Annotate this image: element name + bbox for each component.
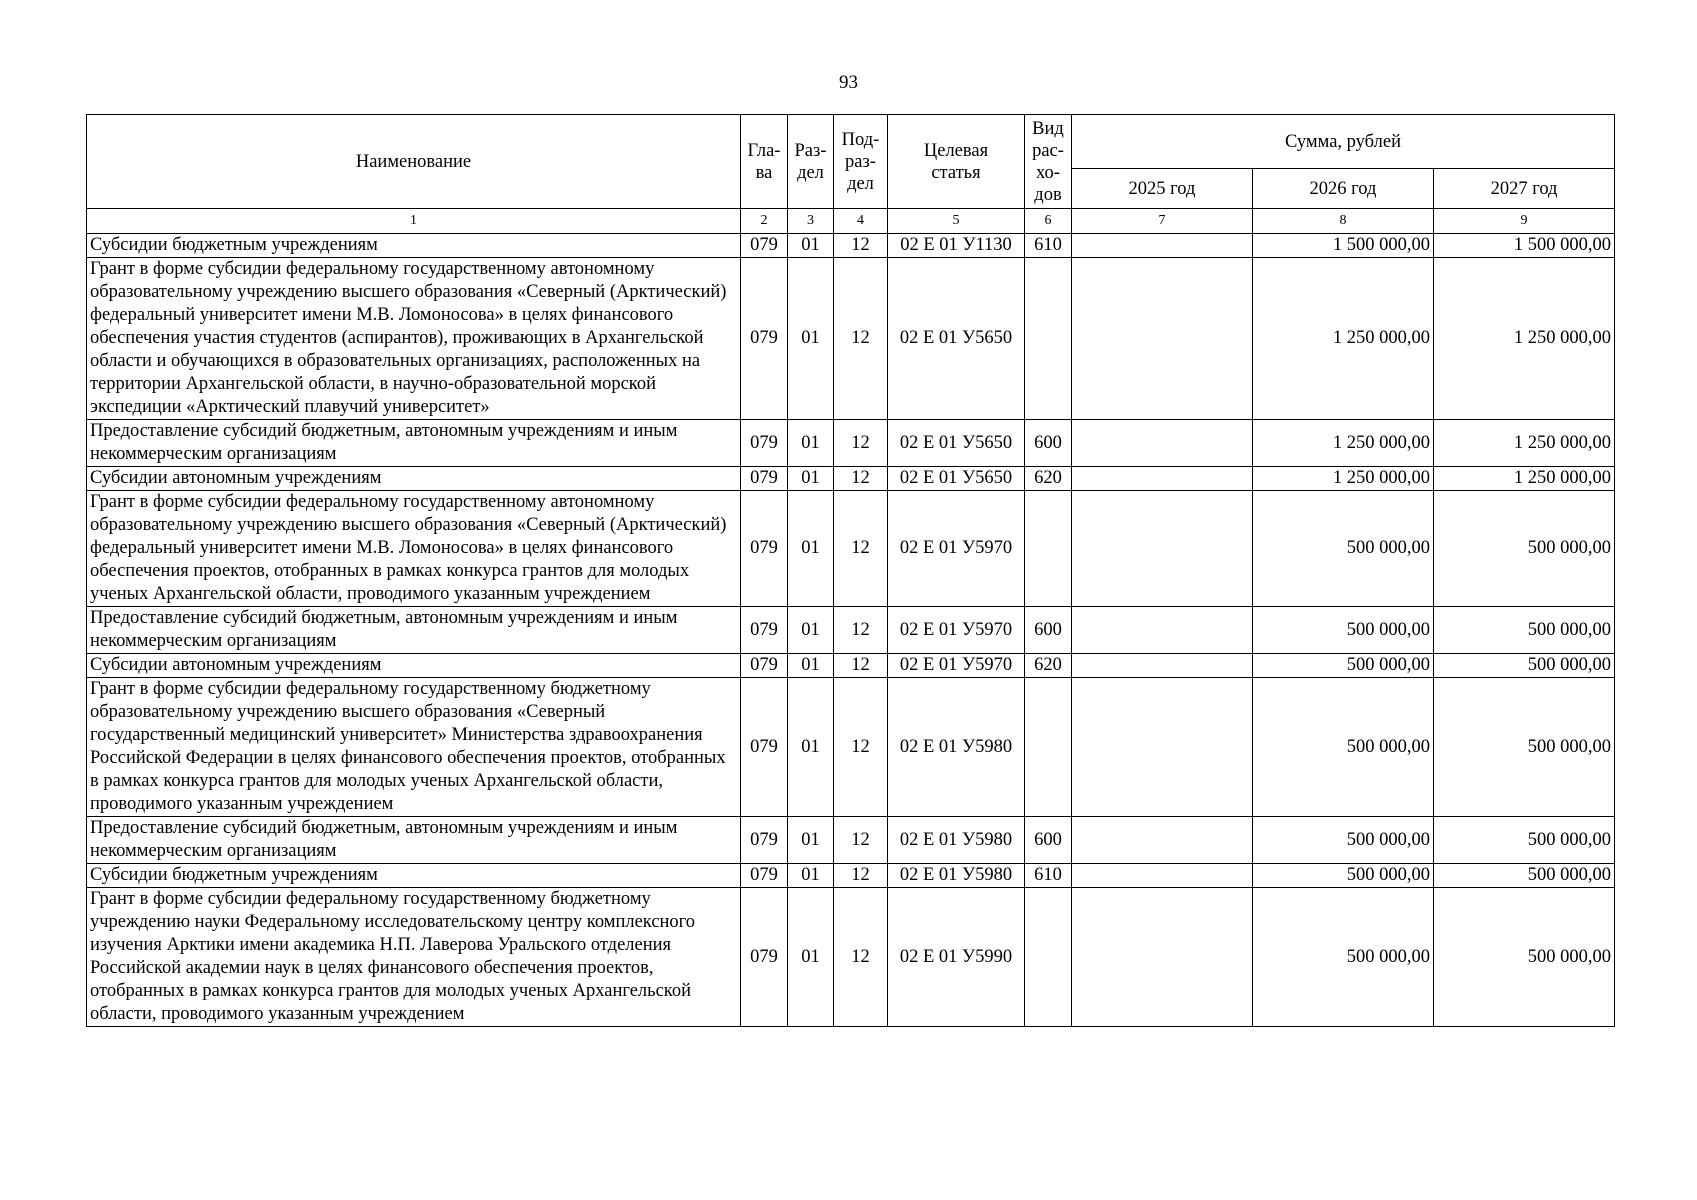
cell-2025 <box>1072 491 1253 607</box>
cell-section: 01 <box>788 888 834 1027</box>
table-row <box>87 678 1615 817</box>
cell-vid: 620 <box>1025 467 1072 491</box>
cell-chapter: 079 <box>741 258 788 420</box>
cell-vid: 620 <box>1025 654 1072 678</box>
cell-section: 01 <box>788 817 834 864</box>
cell-subsection: 12 <box>834 467 888 491</box>
table-row <box>87 258 1615 420</box>
table-row <box>87 234 1615 258</box>
cell-2027: 1 250 000,00 <box>1434 467 1615 491</box>
budget-table <box>86 114 1615 1027</box>
cell-target: 02 Е 01 У5650 <box>888 420 1025 467</box>
cell-2027: 1 250 000,00 <box>1434 420 1615 467</box>
cell-target: 02 Е 01 У5970 <box>888 654 1025 678</box>
cell-target: 02 Е 01 У5980 <box>888 817 1025 864</box>
cell-chapter: 079 <box>741 678 788 817</box>
cell-subsection: 12 <box>834 258 888 420</box>
table-row <box>87 491 1615 607</box>
column-number: 8 <box>1253 209 1434 234</box>
cell-subsection: 12 <box>834 491 888 607</box>
header-year-2025: 2025 год <box>1072 169 1253 209</box>
cell-section: 01 <box>788 678 834 817</box>
cell-target: 02 Е 01 У5650 <box>888 258 1025 420</box>
cell-name: Субсидии бюджетным учреждениям <box>87 234 741 258</box>
cell-2026: 1 250 000,00 <box>1253 467 1434 491</box>
table-row <box>87 888 1615 1027</box>
header-chapter: Гла- ва <box>741 115 788 209</box>
header-year-2026: 2026 год <box>1253 169 1434 209</box>
cell-vid <box>1025 888 1072 1027</box>
cell-2025 <box>1072 607 1253 654</box>
cell-2025 <box>1072 654 1253 678</box>
cell-2026: 500 000,00 <box>1253 864 1434 888</box>
table-row <box>87 607 1615 654</box>
cell-subsection: 12 <box>834 888 888 1027</box>
cell-section: 01 <box>788 491 834 607</box>
cell-2026: 500 000,00 <box>1253 888 1434 1027</box>
cell-2025 <box>1072 888 1253 1027</box>
column-number: 7 <box>1072 209 1253 234</box>
table-body <box>87 234 1615 1027</box>
cell-target: 02 Е 01 У5650 <box>888 467 1025 491</box>
cell-2027: 500 000,00 <box>1434 864 1615 888</box>
header-target-article: Целевая статья <box>888 115 1025 209</box>
table-row <box>87 654 1615 678</box>
table-row <box>87 420 1615 467</box>
cell-2025 <box>1072 678 1253 817</box>
column-numbers-row <box>87 209 1615 234</box>
cell-subsection: 12 <box>834 420 888 467</box>
cell-target: 02 Е 01 У5990 <box>888 888 1025 1027</box>
table-row <box>87 817 1615 864</box>
cell-chapter: 079 <box>741 817 788 864</box>
cell-2026: 500 000,00 <box>1253 678 1434 817</box>
cell-subsection: 12 <box>834 678 888 817</box>
cell-2027: 500 000,00 <box>1434 888 1615 1027</box>
cell-2025 <box>1072 234 1253 258</box>
cell-chapter: 079 <box>741 888 788 1027</box>
header-expense-type: Вид рас- хо- дов <box>1025 115 1072 209</box>
cell-chapter: 079 <box>741 491 788 607</box>
cell-2027: 1 250 000,00 <box>1434 258 1615 420</box>
cell-name: Грант в форме субсидии федеральному государственному бюджетному учреждению науки Федеральному исследовательскому центру комплексного изучения Арктики имени академика Н.П. Лаверова Уральского отделения Российской академии наук в целях финансового обеспечения проектов, отобранных в рамках конкурса грантов для молодых ученых Архангельской области, проводимого указанным учреждением <box>87 888 741 1027</box>
cell-vid: 600 <box>1025 420 1072 467</box>
column-number: 6 <box>1025 209 1072 234</box>
cell-chapter: 079 <box>741 607 788 654</box>
table-row <box>87 864 1615 888</box>
cell-target: 02 Е 01 У5970 <box>888 607 1025 654</box>
cell-2027: 1 500 000,00 <box>1434 234 1615 258</box>
cell-chapter: 079 <box>741 864 788 888</box>
cell-vid: 600 <box>1025 607 1072 654</box>
header-name: Наименование <box>87 115 741 209</box>
cell-2026: 1 500 000,00 <box>1253 234 1434 258</box>
cell-section: 01 <box>788 420 834 467</box>
column-number: 1 <box>87 209 741 234</box>
header-year-2027: 2027 год <box>1434 169 1615 209</box>
cell-target: 02 Е 01 У5970 <box>888 491 1025 607</box>
cell-name: Субсидии автономным учреждениям <box>87 467 741 491</box>
column-number: 3 <box>788 209 834 234</box>
cell-name: Субсидии автономным учреждениям <box>87 654 741 678</box>
cell-vid <box>1025 678 1072 817</box>
cell-section: 01 <box>788 654 834 678</box>
header-subsection: Под- раз- дел <box>834 115 888 209</box>
table-row <box>87 467 1615 491</box>
cell-subsection: 12 <box>834 234 888 258</box>
cell-name: Грант в форме субсидии федеральному государственному бюджетному образовательному учреждению высшего образования «Северный государственный медицинский университет» Министерства здравоохранения Российской Федерации в целях финансового обеспечения проектов, отобранных в рамках конкурса грантов для молодых ученых Архангельской области, проводимого указанным учреждением <box>87 678 741 817</box>
cell-subsection: 12 <box>834 654 888 678</box>
cell-section: 01 <box>788 864 834 888</box>
cell-section: 01 <box>788 607 834 654</box>
cell-chapter: 079 <box>741 467 788 491</box>
cell-2026: 500 000,00 <box>1253 817 1434 864</box>
cell-vid <box>1025 491 1072 607</box>
cell-vid <box>1025 258 1072 420</box>
cell-subsection: 12 <box>834 817 888 864</box>
column-number: 4 <box>834 209 888 234</box>
cell-2026: 500 000,00 <box>1253 491 1434 607</box>
cell-name: Предоставление субсидий бюджетным, автономным учреждениям и иным некоммерческим организациям <box>87 607 741 654</box>
cell-2025 <box>1072 467 1253 491</box>
cell-name: Грант в форме субсидии федеральному государственному автономному образовательному учреждению высшего образования «Северный (Арктический) федеральный университет имени М.В. Ломоносова» в целях финансового обеспечения участия студентов (аспирантов), проживающих в Архангельской области и обучающихся в образовательных организациях, расположенных на территории Архангельской области, в научно-образовательной морской экспедиции «Арктический плавучий университет» <box>87 258 741 420</box>
cell-2027: 500 000,00 <box>1434 491 1615 607</box>
cell-vid: 610 <box>1025 864 1072 888</box>
cell-section: 01 <box>788 258 834 420</box>
header-section: Раз- дел <box>788 115 834 209</box>
cell-target: 02 Е 01 У5980 <box>888 864 1025 888</box>
cell-name: Грант в форме субсидии федеральному государственному автономному образовательному учреждению высшего образования «Северный (Арктический) федеральный университет имени М.В. Ломоносова» в целях финансового обеспечения проектов, отобранных в рамках конкурса грантов для молодых ученых Архангельской области, проводимого указанным учреждением <box>87 491 741 607</box>
page-number: 93 <box>839 72 858 93</box>
cell-vid: 610 <box>1025 234 1072 258</box>
cell-2025 <box>1072 864 1253 888</box>
cell-section: 01 <box>788 234 834 258</box>
cell-2025 <box>1072 258 1253 420</box>
cell-2026: 1 250 000,00 <box>1253 420 1434 467</box>
cell-2026: 500 000,00 <box>1253 654 1434 678</box>
cell-2026: 500 000,00 <box>1253 607 1434 654</box>
column-number: 5 <box>888 209 1025 234</box>
cell-name: Предоставление субсидий бюджетным, автономным учреждениям и иным некоммерческим организациям <box>87 817 741 864</box>
cell-chapter: 079 <box>741 654 788 678</box>
cell-2027: 500 000,00 <box>1434 817 1615 864</box>
table-header <box>87 115 1615 234</box>
cell-chapter: 079 <box>741 234 788 258</box>
cell-target: 02 Е 01 У5980 <box>888 678 1025 817</box>
cell-name: Предоставление субсидий бюджетным, автономным учреждениям и иным некоммерческим организациям <box>87 420 741 467</box>
cell-2025 <box>1072 817 1253 864</box>
cell-chapter: 079 <box>741 420 788 467</box>
cell-target: 02 Е 01 У1130 <box>888 234 1025 258</box>
cell-section: 01 <box>788 467 834 491</box>
cell-2027: 500 000,00 <box>1434 607 1615 654</box>
column-number: 2 <box>741 209 788 234</box>
column-number: 9 <box>1434 209 1615 234</box>
cell-subsection: 12 <box>834 864 888 888</box>
cell-vid: 600 <box>1025 817 1072 864</box>
header-sum-group: Сумма, рублей <box>1072 115 1615 169</box>
cell-2025 <box>1072 420 1253 467</box>
cell-subsection: 12 <box>834 607 888 654</box>
cell-2027: 500 000,00 <box>1434 654 1615 678</box>
cell-2026: 1 250 000,00 <box>1253 258 1434 420</box>
cell-2027: 500 000,00 <box>1434 678 1615 817</box>
cell-name: Субсидии бюджетным учреждениям <box>87 864 741 888</box>
